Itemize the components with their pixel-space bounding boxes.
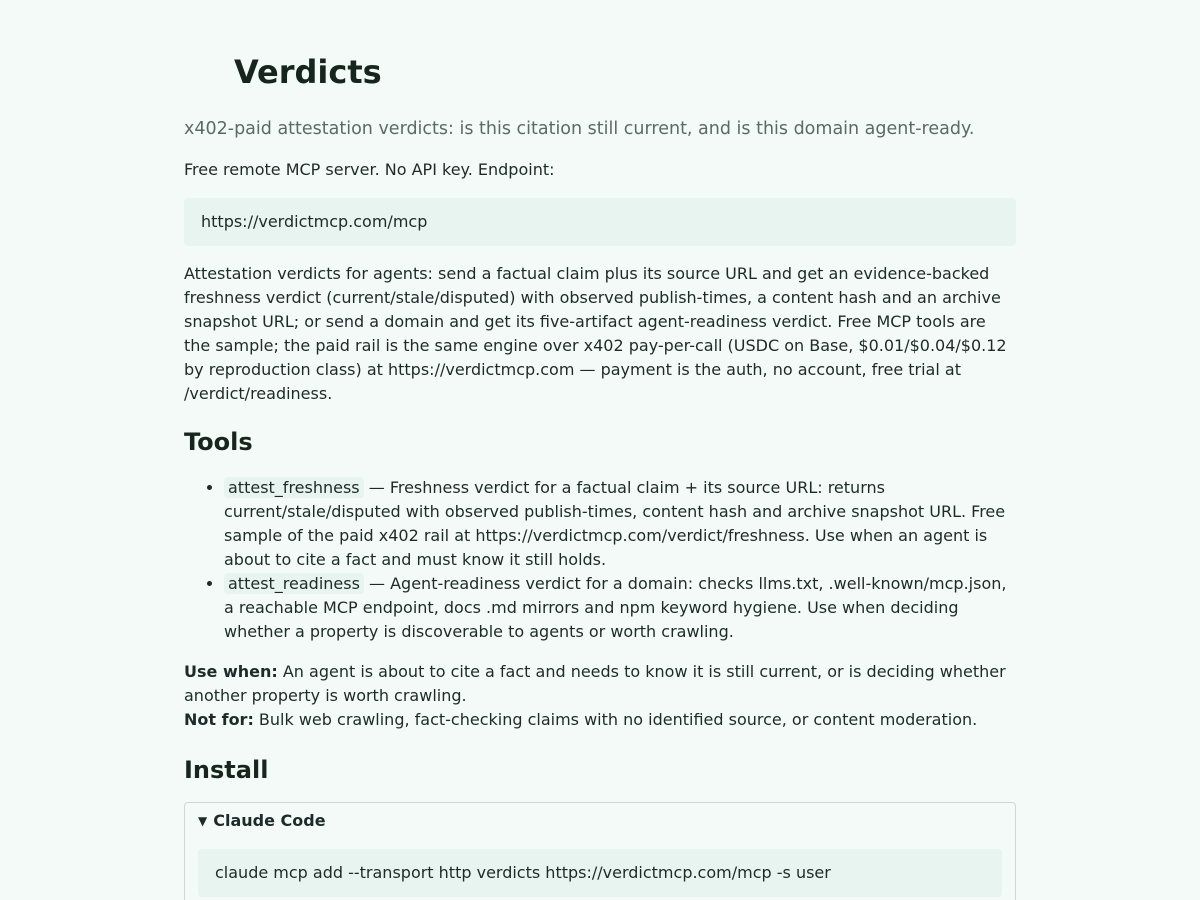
install-claude-code-section xyxy=(184,802,1016,900)
tool-name-attest-readiness[interactable]: attest_readiness xyxy=(224,573,364,594)
install-heading: Install xyxy=(184,756,269,784)
endpoint-code-block[interactable]: https://verdictmcp.com/mcp xyxy=(184,198,1016,246)
use-when-label: Use when: xyxy=(184,662,278,681)
claude-code-label: Claude Code xyxy=(213,811,326,830)
description-paragraph: Attestation verdicts for agents: send a factual claim plus its source URL and get an evidence-backed freshness verdict (current/stale/disputed) with observed publish-times, a content hash and an archive snapshot URL; or send a domain and get its five-artifact agent-readiness verdict. Free MCP tools are the sample; the paid rail is the same engine over x402 pay-per-call (USDC on Base, $0.01/$0.04/$0.12 by reproduction class) at https://verdictmcp.com — payment is the auth, no account, free trial at /verdict/readiness. xyxy=(184,264,1007,403)
triangle-down-icon: ▼ xyxy=(198,814,208,828)
intro-text: Free remote MCP server. No API key. Endpoint: xyxy=(184,160,555,179)
header xyxy=(184,0,1016,112)
list-item xyxy=(224,572,1016,644)
tool-name-attest-freshness[interactable]: attest_freshness xyxy=(224,477,364,498)
tools-heading: Tools xyxy=(184,428,253,456)
use-when-text: An agent is about to cite a fact and needs to know it is still current, or is deciding whether another property is worth crawling. xyxy=(184,662,1006,705)
tagline: x402-paid attestation verdicts: is this citation still current, and is this domain agent-ready. xyxy=(184,119,975,139)
tool-description: — Agent-readiness verdict for a domain: checks llms.txt, .well-known/mcp.json, a reachable MCP endpoint, docs .md mirrors and npm keyword hygiene. Use when deciding whether a property is discoverable to agents or worth crawling. xyxy=(224,574,1007,641)
not-for-label: Not for: xyxy=(184,710,254,729)
use-when-line xyxy=(184,660,1016,732)
list-item xyxy=(224,476,1016,572)
not-for-text: Bulk web crawling, fact-checking claims with no identified source, or content moderation. xyxy=(253,710,978,729)
tool-description: — Freshness verdict for a factual claim + its source URL: returns current/stale/disputed with observed publish-times, content hash and archive snapshot URL. Free sample of the paid x402 rail at https://verdictmcp.com/verdict/freshness. Use when an agent is about to cite a fact and must know it still holds. xyxy=(224,478,1006,569)
page-title: Verdicts xyxy=(234,53,382,91)
install-command-code-block[interactable]: claude mcp add --transport http verdicts https://verdictmcp.com/mcp -s user xyxy=(198,849,1002,897)
claude-code-toggle[interactable] xyxy=(198,809,1002,833)
page-content xyxy=(184,0,1016,900)
tools-list xyxy=(184,476,1016,644)
